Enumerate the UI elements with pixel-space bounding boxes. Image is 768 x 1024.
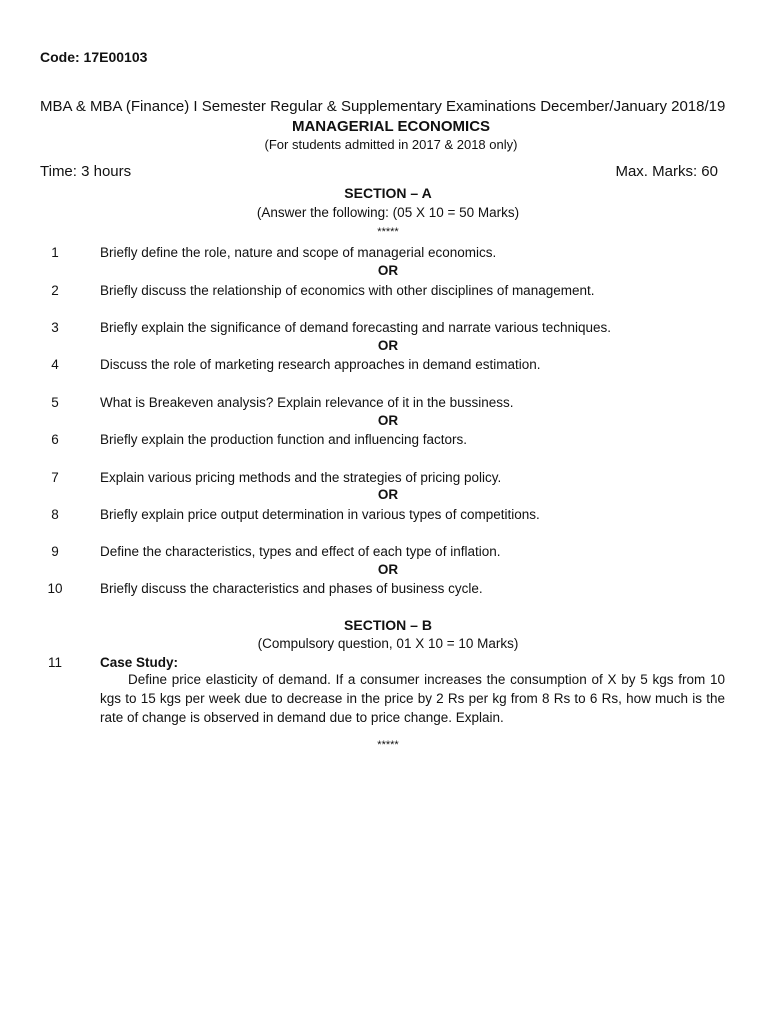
- question-text: Briefly discuss the relationship of economics with other disciplines of management.: [100, 283, 595, 298]
- question-number: 10: [47, 581, 63, 596]
- subject-title: MANAGERIAL ECONOMICS: [291, 118, 491, 135]
- question-text: What is Breakeven analysis? Explain relevance of it in the bussiness.: [100, 395, 514, 410]
- case-study-title: Case Study:: [100, 655, 179, 670]
- question-text: Discuss the role of marketing research approaches in demand estimation.: [100, 357, 541, 372]
- question-number: 4: [51, 357, 59, 372]
- question-number: 6: [51, 432, 59, 447]
- section-a-stars: *****: [377, 226, 399, 238]
- or-separator: OR: [377, 263, 399, 278]
- question-number: 8: [51, 507, 59, 522]
- question-text: Briefly define the role, nature and scope of managerial economics.: [100, 245, 497, 260]
- paper-code: Code: 17E00103: [40, 49, 148, 65]
- question-number: 3: [51, 320, 59, 335]
- or-separator: OR: [377, 338, 399, 353]
- admission-note: (For students admitted in 2017 & 2018 only): [264, 137, 518, 152]
- section-a-instruction: (Answer the following: (05 X 10 = 50 Marks): [256, 205, 520, 220]
- or-separator: OR: [377, 487, 399, 502]
- question-number: 9: [51, 544, 59, 559]
- section-a-title: SECTION – A: [344, 185, 432, 201]
- end-stars: *****: [377, 739, 399, 751]
- question-number: 7: [51, 470, 59, 485]
- question-text: Briefly explain the production function and influencing factors.: [100, 432, 467, 447]
- section-b-title: SECTION – B: [344, 617, 432, 633]
- max-marks: Max. Marks: 60: [615, 163, 718, 180]
- exam-title: MBA & MBA (Finance) I Semester Regular & Supplementary Examinations December/January 2018/19: [40, 98, 726, 115]
- case-study-text: Define price elasticity of demand. If a consumer increases the consumption of X by 5 kgs from 10 kgs to 15 kgs per week due to decrease in the price by 2 Rs per kg from 8 Rs to 6 Rs, how much is the rate of change is observed in demand due to price change. Explain.: [100, 672, 725, 725]
- section-b-instruction: (Compulsory question, 01 X 10 = 10 Marks): [257, 636, 519, 651]
- question-text: Explain various pricing methods and the strategies of pricing policy.: [100, 470, 502, 485]
- question-number: 2: [51, 283, 59, 298]
- question-number: 1: [51, 245, 59, 260]
- or-separator: OR: [377, 562, 399, 577]
- or-separator: OR: [377, 413, 399, 428]
- time-allowed: Time: 3 hours: [40, 163, 132, 180]
- question-number: 11: [47, 655, 62, 670]
- question-text: Briefly explain price output determination in various types of competitions.: [100, 507, 540, 522]
- question-text: Briefly explain the significance of demand forecasting and narrate various techniques.: [100, 320, 612, 335]
- question-text: Define the characteristics, types and effect of each type of inflation.: [100, 544, 501, 559]
- question-text: Briefly discuss the characteristics and phases of business cycle.: [100, 581, 483, 596]
- question-number: 5: [51, 395, 59, 410]
